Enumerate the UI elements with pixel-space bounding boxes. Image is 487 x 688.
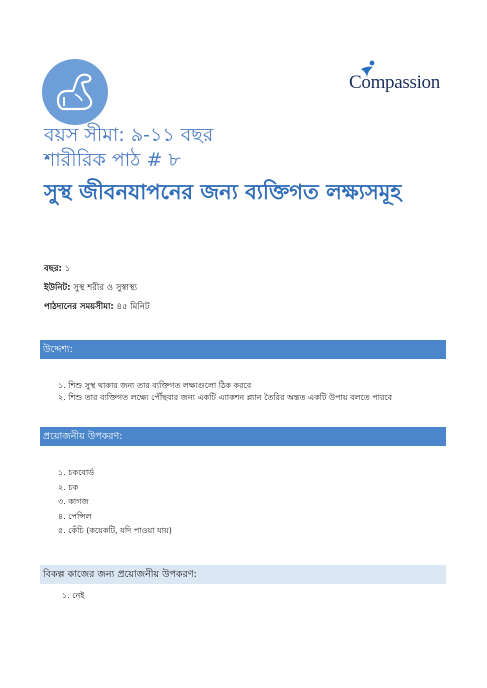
alt-material-item: ১. নেই — [62, 591, 85, 600]
alt-materials-list — [62, 589, 84, 603]
meta-year — [44, 262, 70, 276]
compassion-logo — [345, 60, 455, 96]
meta-duration — [44, 300, 150, 314]
meta-duration-label: পাঠদানের সময়সীমা: — [44, 302, 114, 312]
materials-list — [58, 466, 172, 539]
meta-unit-label: ইউনিট: — [44, 283, 71, 293]
meta-unit — [44, 281, 137, 295]
objectives-list — [58, 380, 392, 404]
meta-duration-value: ৪৫ মিনিট — [113, 302, 150, 312]
objective-item: ১. শিশু সুস্থ থাকার জন্য তার ব্যক্তিগত লক্ষ্যগুলো ঠিক করবে — [58, 381, 252, 390]
meta-year-value: ১ — [61, 264, 71, 274]
materials-heading: প্রয়োজনীয় উপকরণ: — [40, 427, 446, 446]
meta-unit-value: সুস্থ শরীর ও সুস্বাস্থ্য — [70, 283, 138, 293]
page-title: সুস্থ জীবনযাপনের জন্য ব্যক্তিগত লক্ষ্যসমূহ — [44, 180, 402, 204]
logo-text: Compassion — [349, 72, 440, 93]
flexed-arm-badge — [42, 59, 108, 125]
material-item: ৩. কাগজ — [58, 497, 89, 506]
age-range: বয়স সীমা: ৯-১১ বছর — [44, 124, 214, 146]
flexed-arm-icon — [53, 70, 97, 114]
material-item: ২. চক — [58, 482, 79, 492]
material-item: ১. চকবোর্ড — [58, 468, 95, 477]
objective-item: ২. শিশু তার ব্যক্তিগত লক্ষ্যে পৌঁছবার জন্য একটি এ্যাকশন প্ল্যান তৈরির অন্তত একটি উপায় বলতে পারবে — [58, 393, 393, 402]
material-item: ৪. পেন্সিল — [58, 511, 92, 521]
lesson-number: শারীরিক পাঠ # ৮ — [44, 149, 181, 171]
objectives-heading: উদ্দেশ্য: — [40, 340, 446, 359]
material-item: ৫. কেঁচি (কয়েকটি, যদি পাওয়া যায়) — [58, 526, 172, 535]
alt-materials-heading: বিকল্প কাজের জন্য প্রয়োজনীয় উপকরণ: — [40, 565, 446, 584]
meta-year-label: বছর: — [44, 264, 62, 274]
